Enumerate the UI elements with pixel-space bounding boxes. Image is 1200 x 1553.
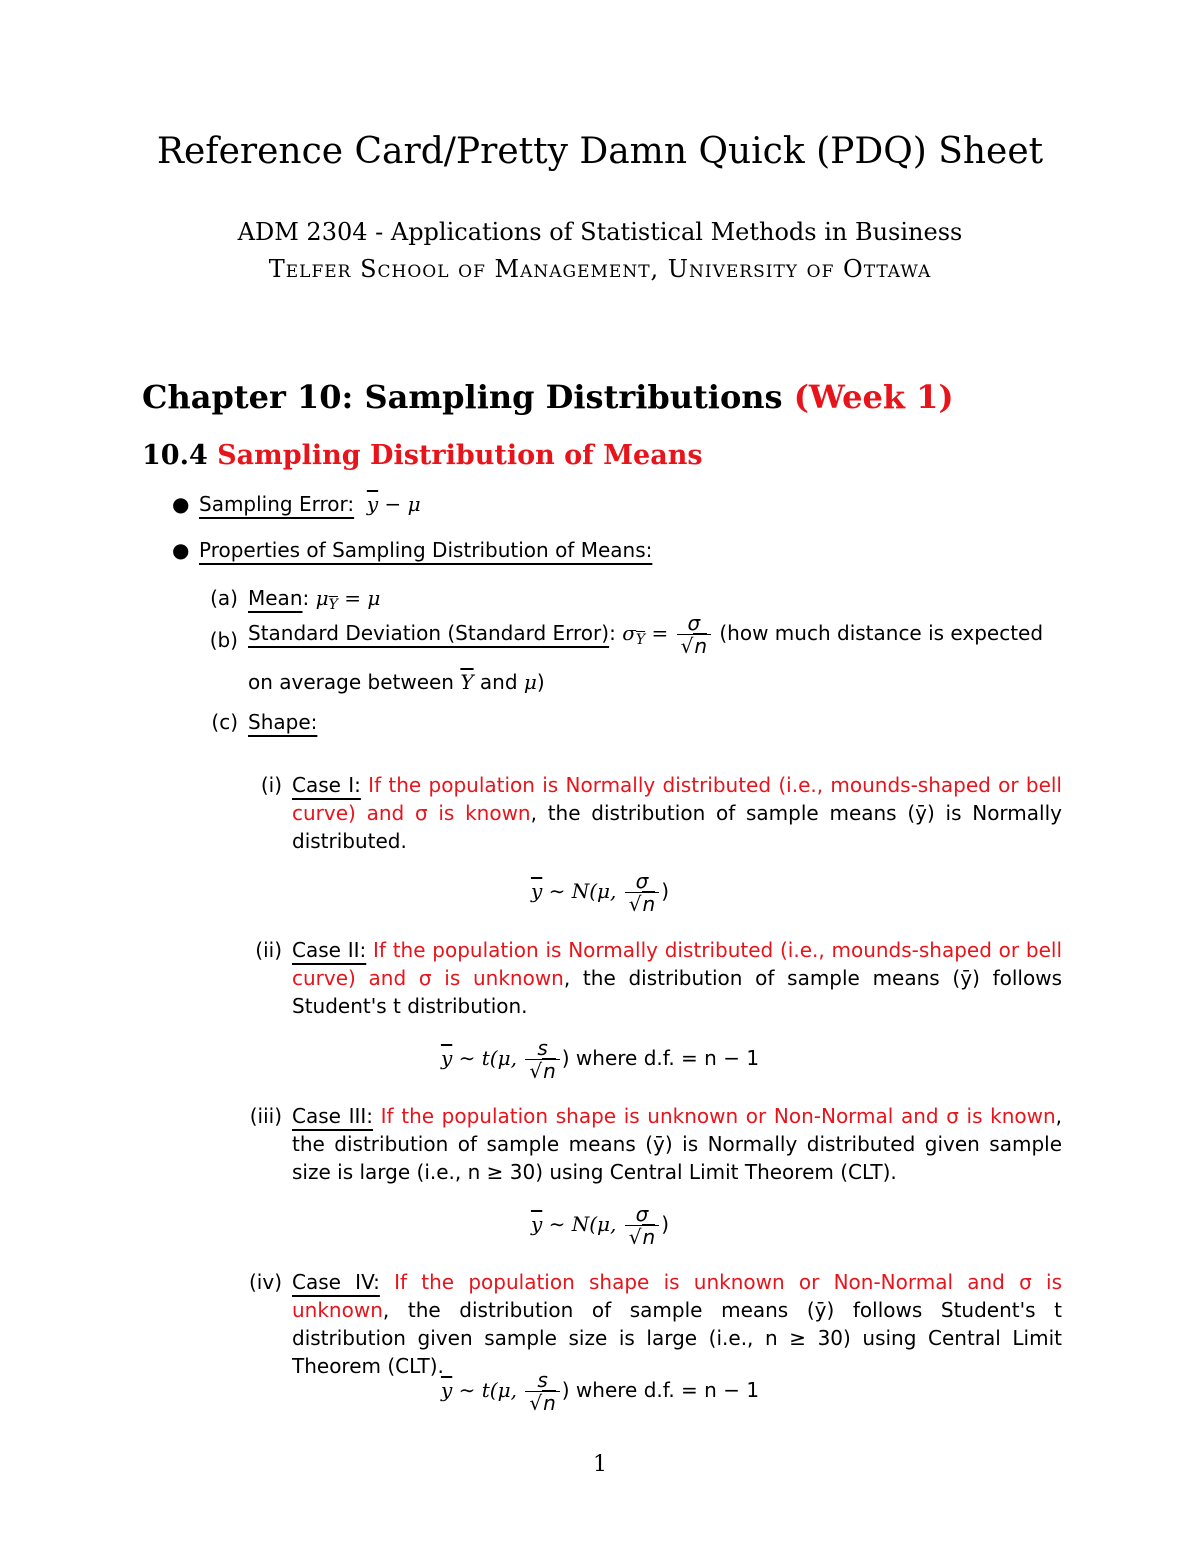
properties-label: Properties of Sampling Distribution of Means: bbox=[199, 538, 653, 562]
mean-formula: $\mu_{\overline{Y}} = \mu$ bbox=[315, 586, 381, 613]
sd-marker: (b) bbox=[209, 628, 238, 652]
case-3-marker: (iii) bbox=[249, 1104, 282, 1128]
sd-note-line-2-row: on average between $\overline{Y}$ and μ) bbox=[248, 670, 545, 694]
case-3-text bbox=[292, 1102, 1062, 1186]
case-2-marker: (ii) bbox=[255, 938, 282, 962]
case-3-label: Case III: bbox=[292, 1104, 374, 1128]
section-heading bbox=[142, 440, 703, 471]
case-4-result: , the distribution of sample means (ȳ) follows Student's t distribution given sample size is large (i.e., n ≥ 30) using Central Limit Theorem (CLT). bbox=[292, 1298, 1062, 1378]
sd-note-and: and bbox=[479, 670, 518, 694]
mean-marker: (a) bbox=[210, 586, 238, 610]
case-2-condition: If the population is Normally distributed (i.e., mounds-shaped or bell curve) and σ is unknown bbox=[292, 938, 1063, 990]
case-2-text bbox=[292, 936, 1062, 1020]
case-1-result: , the distribution of sample means (ȳ) is Normally distributed. bbox=[292, 801, 1062, 853]
case-1-param: σ bbox=[635, 869, 649, 893]
case-4-param: s bbox=[537, 1368, 548, 1392]
case-2-label: Case II: bbox=[292, 938, 367, 962]
case-4-equation: $\overline{y}$ ∼ t(μ, $\frac{s}{√n}$ ) where d.f. = n − 1 bbox=[440, 1368, 760, 1415]
case-3-param: σ bbox=[635, 1202, 649, 1226]
sampling-error-label: Sampling Error: bbox=[199, 492, 355, 516]
school-name: Telfer School of Management, University of Ottawa bbox=[268, 255, 932, 283]
case-2-result: , the distribution of sample means (ȳ) follows Student's t distribution. bbox=[292, 966, 1062, 1018]
bullet-icon: ● bbox=[172, 538, 190, 562]
case-4-condition: If the population shape is unknown or Non-Normal and σ is unknown bbox=[292, 1270, 1062, 1322]
case-3-equation: $\overline{y}$ ∼ N(μ, $\frac{\sigma}{√n}$ ) bbox=[530, 1202, 670, 1249]
properties-item bbox=[199, 538, 652, 562]
shape-marker: (c) bbox=[211, 710, 238, 734]
sd-note-mu: μ bbox=[523, 670, 537, 694]
case-2-dist: t bbox=[481, 1046, 490, 1070]
case-4-df: where d.f. = n − 1 bbox=[575, 1378, 760, 1402]
sd-fraction: $\frac{\sigma}{√n}$ bbox=[677, 612, 711, 657]
case-2-equation: $\overline{y}$ ∼ t(μ, $\frac{s}{√n}$ ) where d.f. = n − 1 bbox=[440, 1036, 760, 1083]
case-3-dist: N bbox=[571, 1212, 590, 1236]
shape-item bbox=[248, 710, 317, 734]
course-name: ADM 2304 - Applications of Statistical Methods in Business bbox=[237, 218, 963, 246]
case-4-marker: (iv) bbox=[249, 1270, 282, 1294]
section-number: 10.4 bbox=[142, 440, 208, 471]
sd-note-line-2: on average between bbox=[248, 670, 454, 694]
mean-label: Mean bbox=[248, 586, 303, 610]
chapter-week: (Week 1) bbox=[793, 378, 954, 416]
sd-formula: $\sigma_{\overline{Y}}$ = bbox=[622, 621, 675, 648]
case-2-df: where d.f. = n − 1 bbox=[575, 1046, 760, 1070]
case-4-label: Case IV: bbox=[292, 1270, 380, 1294]
bullet-icon: ● bbox=[172, 492, 190, 516]
case-4-text bbox=[292, 1268, 1062, 1380]
case-1-condition: If the population is Normally distributed (i.e., mounds-shaped or bell curve) and σ is known bbox=[292, 773, 1062, 825]
sd-note-line-1: (how much distance is expected bbox=[719, 621, 1044, 645]
case-2-param: s bbox=[537, 1036, 548, 1060]
document-title: Reference Card/Pretty Damn Quick (PDQ) Sheet bbox=[156, 131, 1044, 172]
case-1-equation: $\overline{y}$ ∼ N(μ, $\frac{\sigma}{√n}$ ) bbox=[530, 869, 670, 916]
case-4-dist: t bbox=[481, 1378, 490, 1402]
sd-note-ybar: $\overline{Y}$ bbox=[460, 670, 474, 694]
case-1-dist: N bbox=[571, 879, 590, 903]
chapter-heading bbox=[142, 378, 954, 416]
section-title: Sampling Distribution of Means bbox=[217, 440, 703, 471]
sd-label: Standard Deviation (Standard Error) bbox=[248, 621, 610, 645]
case-1-text bbox=[292, 771, 1062, 855]
shape-label: Shape: bbox=[248, 710, 318, 734]
chapter-title: Chapter 10: Sampling Distributions bbox=[142, 378, 783, 416]
case-1-marker: (i) bbox=[260, 773, 282, 797]
case-1-label: Case I: bbox=[292, 773, 361, 797]
case-3-result: , the distribution of sample means (ȳ) is Normally distributed given sample size is large (i.e., n ≥ 30) using Central Limit Theorem (CLT). bbox=[292, 1104, 1063, 1184]
mean-item: Mean: $\mu_{\overline{Y}} = \mu$ bbox=[248, 586, 381, 613]
case-3-condition: If the population shape is unknown or Non-Normal and σ is known bbox=[380, 1104, 1056, 1128]
sampling-error-formula: $\overline{y} - \mu$ bbox=[366, 492, 421, 516]
page-number: 1 bbox=[593, 1452, 607, 1477]
sd-item: Standard Deviation (Standard Error): $\sigma_{\overline{Y}}$ = $\frac{\sigma}{√n}$ (how much distance is expected bbox=[248, 611, 1044, 658]
sampling-error-item bbox=[199, 492, 421, 516]
